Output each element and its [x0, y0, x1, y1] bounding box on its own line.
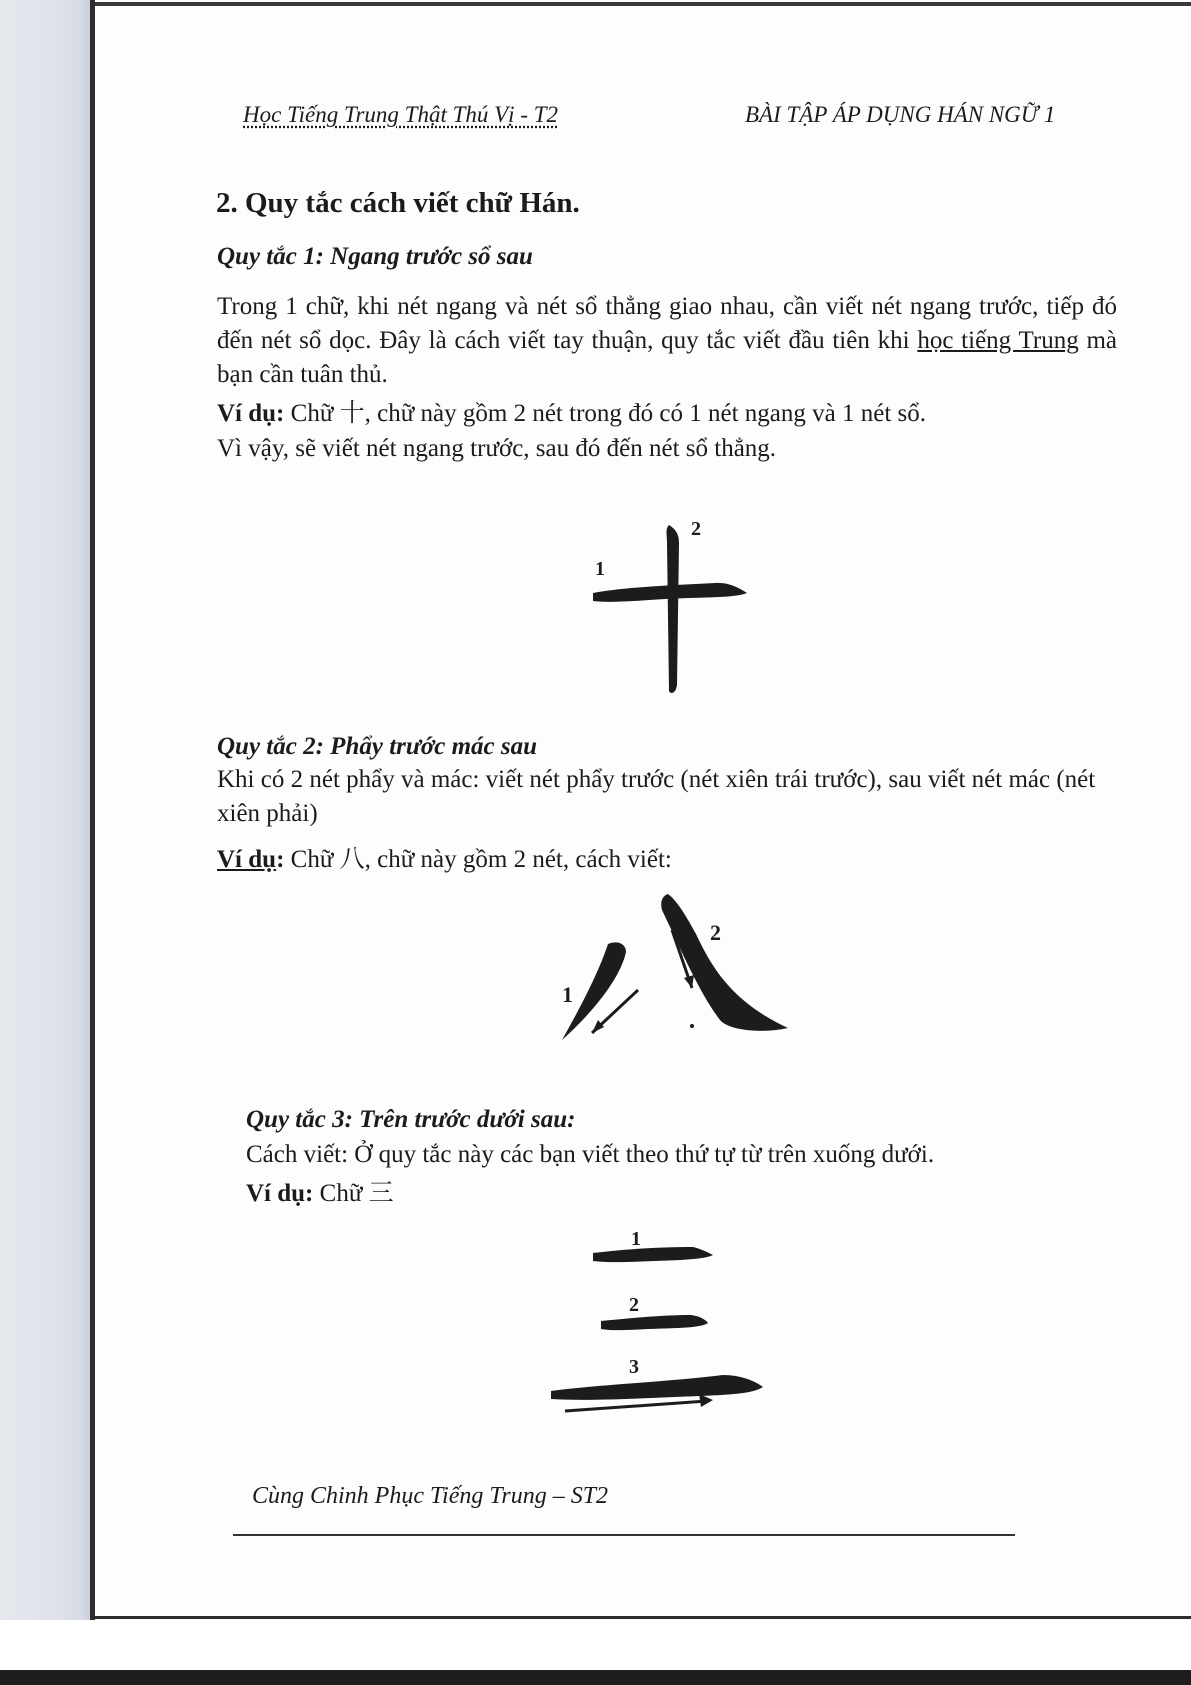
stroke-na [661, 894, 788, 1031]
stroke-diagram-shi [585, 515, 765, 705]
footer-rule [233, 1534, 1015, 1536]
stroke-diagram-san [545, 1225, 775, 1415]
rule1-example-label: Ví dụ: [217, 400, 285, 427]
rule3-example [246, 1176, 394, 1211]
rule1-link[interactable]: học tiếng Trung [917, 327, 1079, 354]
stroke-arrowhead-3 [699, 1394, 713, 1407]
running-header-right: BÀI TẬP ÁP DỤNG HÁN NGỮ 1 [745, 102, 1056, 127]
rule1-example [217, 396, 926, 431]
rule2-title: Quy tắc 2: Phẩy trước mác sau [217, 733, 538, 760]
rule3-example-label: Ví dụ: [246, 1180, 314, 1207]
rule1-example-char: 十 [339, 398, 365, 427]
stroke-middle [601, 1315, 708, 1330]
page-footer: Cùng Chinh Phục Tiếng Trung – ST2 [252, 1483, 609, 1509]
rule2-example-colon: : [276, 846, 285, 873]
stroke-label-2: 2 [710, 920, 721, 945]
rule2-example-label: Ví dụ [217, 846, 277, 873]
page-left-edge [90, 0, 95, 1620]
stroke-vertical [667, 525, 680, 693]
scanner-bottom-band [0, 1670, 1191, 1685]
rule2-example-prefix: Chữ [290, 846, 334, 873]
stroke-label-3: 3 [629, 1356, 639, 1378]
section-title: 2. Quy tắc cách viết chữ Hán. [216, 187, 580, 219]
book-spine-shadow [0, 0, 92, 1685]
rule2-example [217, 842, 672, 877]
stroke-arrow-3 [565, 1401, 707, 1411]
rule1-example-suffix: , chữ này gồm 2 nét trong đó có 1 nét ngang và 1 nét sổ. [364, 400, 926, 427]
stroke-label-1: 1 [562, 982, 573, 1007]
running-header-left: Học Tiếng Trung Thật Thú Vị - T2 [243, 102, 559, 127]
stroke-top [593, 1247, 713, 1262]
stroke-label-2: 2 [691, 518, 701, 540]
rule1-title: Quy tắc 1: Ngang trước sổ sau [217, 243, 533, 270]
rule1-example-line2: Vì vậy, sẽ viết nét ngang trước, sau đó đến nét sổ thẳng. [217, 435, 777, 462]
rule1-example-prefix: Chữ [290, 400, 334, 427]
rule1-text: Trong 1 chữ, khi nét ngang và nét sổ thẳng giao nhau, cần viết nét ngang trước, tiếp đó đến nét sổ dọc. Đây là cách viết tay thuận, quy tắc viết đầu tiên khi [217, 293, 1117, 354]
rule1-paragraph [217, 290, 1117, 392]
stroke-label-1: 1 [595, 558, 605, 580]
rule3-example-char: 三 [368, 1178, 394, 1207]
rule2-example-suffix: , chữ này gồm 2 nét, cách viết: [364, 846, 672, 873]
rule3-example-prefix: Chữ [319, 1180, 363, 1207]
stroke-dot [690, 1024, 694, 1028]
rule1-text-end: mà bạn cần tuân thủ. [217, 327, 1118, 388]
rule3-paragraph: Cách viết: Ở quy tắc này các bạn viết theo thứ tự từ trên xuống dưới. [246, 1141, 935, 1168]
page-bottom-edge [95, 1616, 1191, 1619]
rule2-example-char: 八 [339, 844, 365, 873]
stroke-diagram-ba [550, 890, 810, 1045]
stroke-bottom [551, 1375, 763, 1400]
stroke-label-1: 1 [631, 1228, 641, 1250]
rule3-title: Quy tắc 3: Trên trước dưới sau: [246, 1106, 576, 1133]
stroke-label-2: 2 [629, 1294, 639, 1316]
rule2-paragraph: Khi có 2 nét phẩy và mác: viết nét phẩy trước (nét xiên trái trước), sau viết nét mác (nét xiên phải) [217, 766, 1096, 827]
